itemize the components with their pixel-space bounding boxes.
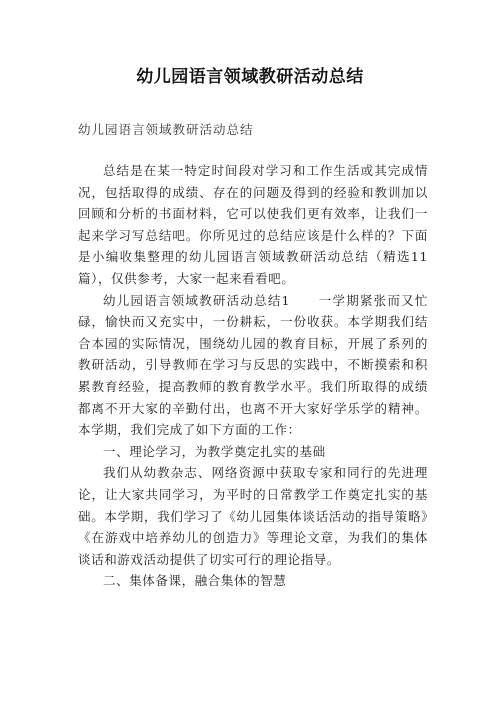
article-paragraph-1-text: 一学期紧张而又忙碌，愉快而又充实中，一份耕耘，一份收获。本学期我们结合本园的实际情况，围绕幼儿园的教育目标，开展了系列的教研活动，引导教师在学习与反思的实践中，不断摸索和积累教育经验，提高教师的教育教学水平。我们所取得的成绩都离不开大家的辛勤付出，也离不开大家好学乐学的精神。本学期，我们完成了如下方面的工作：: [78, 292, 428, 438]
document-title: 幼儿园语言领域教研活动总结: [136, 67, 364, 87]
article-paragraph-1: [78, 290, 428, 441]
document-body: [78, 160, 428, 592]
section-heading-2: 二、集体备课，融合集体的智慧: [103, 573, 287, 589]
article-label: 幼儿园语言领域教研活动总结1: [103, 292, 291, 308]
section-heading-1: 一、理论学习，为教学奠定扎实的基础: [103, 443, 326, 459]
document-subtitle: 幼儿园语言领域教研活动总结: [78, 122, 254, 137]
section-paragraph-2: 我们从幼教杂志、网络资源中获取专家和同行的先进理论，让大家共同学习，为平时的日常教学工作奠定扎实的基础。本学期，我们学习了《幼儿园集体谈话活动的指导策略》《在游戏中培养幼儿的创造力》等理论文章，为我们的集体谈话和游戏活动提供了切实可行的理论指导。: [78, 465, 428, 567]
intro-paragraph: 总结是在某一特定时间段对学习和工作生活或其完成情况，包括取得的成绩、存在的问题及得到的经验和教训加以回顾和分析的书面材料，它可以使我们更有效率，让我们一起来学习写总结吧。你所见过的总结应该是什么样的？下面是小编收集整理的幼儿园语言领域教研活动总结（精选11篇），仅供参考，大家一起来看看吧。: [78, 163, 428, 286]
